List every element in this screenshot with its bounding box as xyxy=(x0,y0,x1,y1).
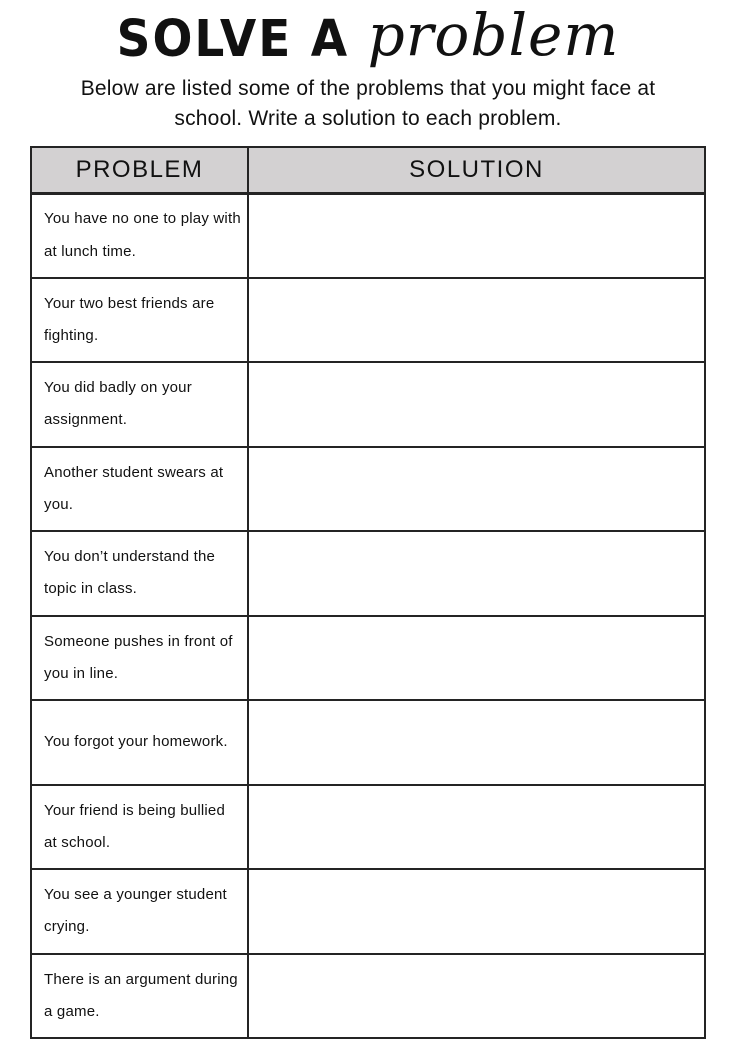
problem-cell: You have no one to play with at lunch time. xyxy=(31,193,248,278)
problem-cell: Your two best friends are fighting. xyxy=(31,278,248,363)
solution-cell[interactable] xyxy=(248,362,705,447)
table-row xyxy=(31,785,705,870)
table-row xyxy=(31,616,705,701)
table-row xyxy=(31,193,705,278)
column-header-problem: PROBLEM xyxy=(31,147,248,194)
table-row xyxy=(31,954,705,1039)
column-header-solution: SOLUTION xyxy=(248,147,705,194)
solution-cell[interactable] xyxy=(248,869,705,954)
problem-cell: Someone pushes in front of you in line. xyxy=(31,616,248,701)
problem-cell: Another student swears at you. xyxy=(31,447,248,532)
table-row xyxy=(31,869,705,954)
table-row xyxy=(31,700,705,785)
problem-cell: There is an argument during a game. xyxy=(31,954,248,1039)
table-row xyxy=(31,531,705,616)
problem-cell: You forgot your homework. xyxy=(31,700,248,785)
solution-cell[interactable] xyxy=(248,531,705,616)
table-row xyxy=(31,447,705,532)
solution-cell[interactable] xyxy=(248,616,705,701)
problem-cell: You did badly on your assignment. xyxy=(31,362,248,447)
table-header-row xyxy=(31,147,705,194)
solution-cell[interactable] xyxy=(248,447,705,532)
table-row xyxy=(31,362,705,447)
solution-cell[interactable] xyxy=(248,785,705,870)
solution-cell[interactable] xyxy=(248,193,705,278)
problem-cell: You see a younger student crying. xyxy=(31,869,248,954)
title-script-text: problem xyxy=(367,1,620,69)
instructions-text: Below are listed some of the problems that you might face at school. Write a solution to each problem. xyxy=(80,77,656,130)
solution-cell[interactable] xyxy=(248,700,705,785)
solution-cell[interactable] xyxy=(248,954,705,1039)
title-block-text: SOLVE A xyxy=(116,9,350,70)
problem-solution-table xyxy=(30,146,706,1040)
problem-cell: You don’t understand the topic in class. xyxy=(31,531,248,616)
table-body xyxy=(31,193,705,1038)
table-row xyxy=(31,278,705,363)
problem-cell: Your friend is being bullied at school. xyxy=(31,785,248,870)
page-title xyxy=(0,0,736,70)
solution-cell[interactable] xyxy=(248,278,705,363)
